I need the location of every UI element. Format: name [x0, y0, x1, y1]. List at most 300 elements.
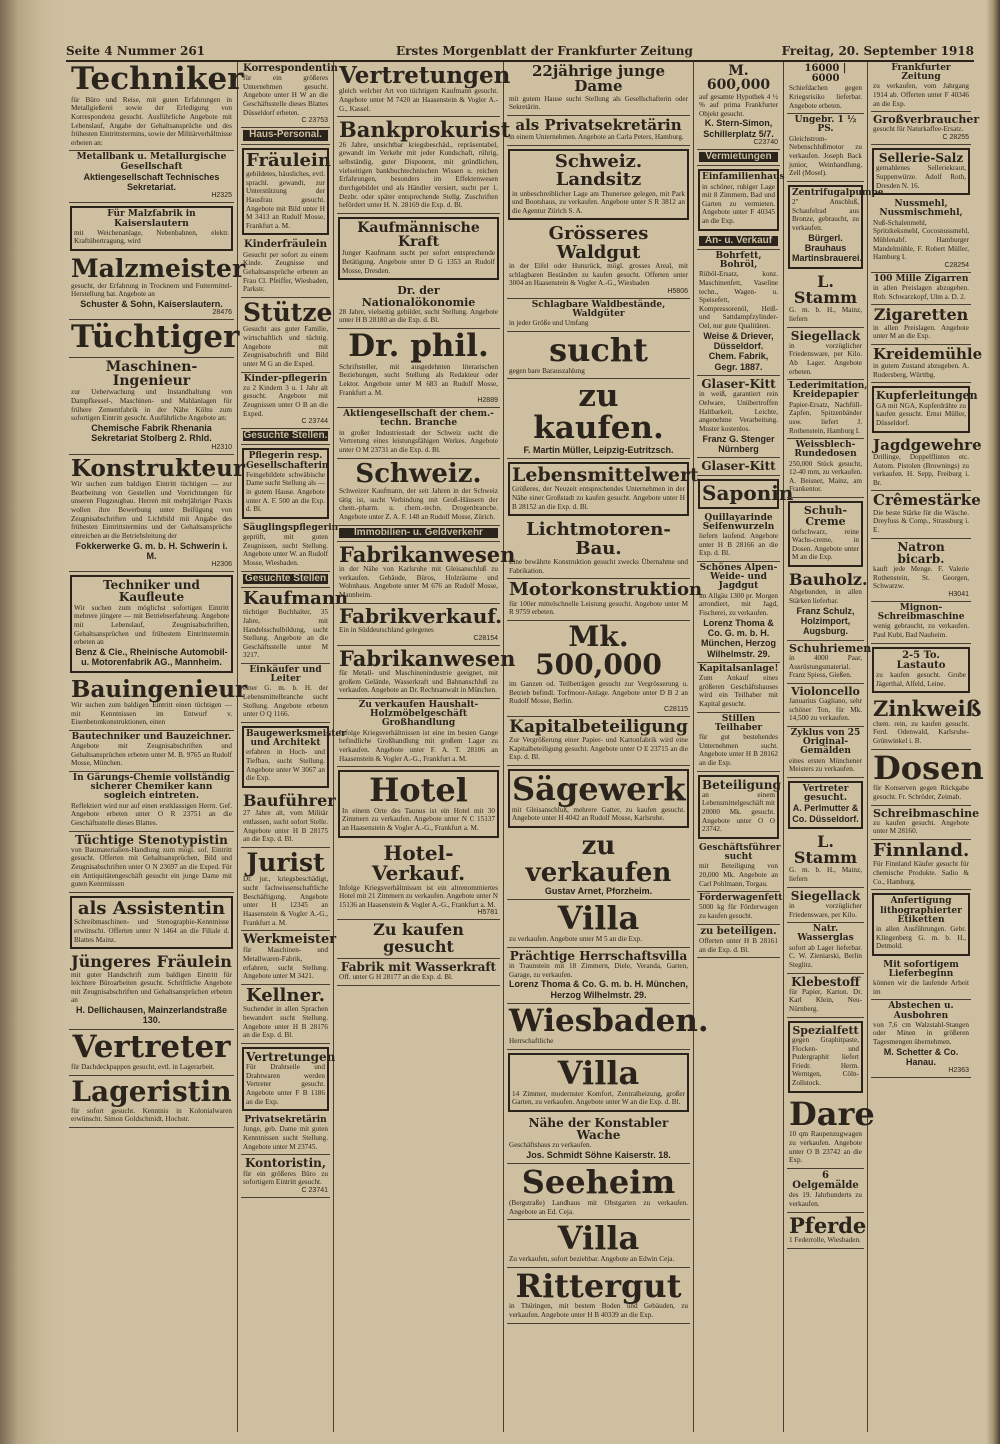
- classified-ad: [787, 328, 864, 381]
- ad-body-text: Offerten unter H B 28161 an die Exp. d. Bl.: [699, 936, 778, 954]
- ad-body-text: einer G. m. b. H. der Lebensmittelbranche sucht Stellung. Angebote erbeten unter O Q 1166.: [243, 684, 328, 719]
- ad-body-text: für Metall- und Maschinenindustrie geeignet, mit großem Gelände, Wasserkraft und Bahnanschluß zu verkaufen. Angebote an Dr. Rechtsanwalt in München.: [339, 669, 498, 695]
- ad-body-text: von 7,6 cm Walzstahl-Stangen oder Minen in größeren Tagesmengen übernehmen.: [873, 1020, 969, 1047]
- ad-code: C23740: [753, 139, 778, 147]
- ad-body-text: für ein größeres Büro zu sofortigem Eintritt gesucht.: [243, 1169, 328, 1187]
- ad-headline: Sägewerk: [512, 770, 686, 809]
- ad-headline: L. Stamm: [793, 831, 858, 868]
- ad-body-text: Herrschaftliche: [509, 1037, 554, 1046]
- ad-body-text: 5000 kg für Förderwagen zu kaufen gesucht.: [699, 903, 778, 921]
- ad-body-text: für Papier, Karton. Dr. Karl Klein, Neu-Nürnberg.: [789, 987, 862, 1014]
- ad-advertiser: Schuster & Sohn, Kaiserslautern.: [80, 298, 223, 309]
- ad-body-text: in der Eifel oder Hunsrück, mögl. grosses Areal, mit schlagbaren Beständen zu kaufen gesucht. Offerten unter 3004 an Haasenstein & Vogler A.-G., Wiesbaden: [509, 262, 688, 288]
- ad-code: H2325: [211, 192, 232, 200]
- ad-body-text: an einem Lebensmittelgeschäft mit 20000 Mk. gesucht. Angebote unter O O 23742.: [702, 790, 775, 834]
- ad-headline: Lageristin: [71, 1075, 232, 1109]
- ad-code: C28115: [663, 705, 688, 713]
- ad-code: C 23753: [301, 117, 328, 125]
- ad-headline: Vertretungen: [339, 62, 511, 89]
- ad-body-text: für Büro und Reise, mit guten Erfahrungen in Metallgießerei sowie der Erledigung von Korrespondenz gesucht. Ausführliche Angebote mit Lebenslauf, Angabe der Gehaltsansprüche und des frühesten Eintrittstermins, sowie der Militärverhältnisse erbeten an:: [71, 95, 232, 147]
- classified-ad: [337, 603, 503, 646]
- classified-ad: [337, 283, 500, 329]
- ad-headline: Förderwagenfett: [699, 893, 783, 904]
- classified-ad: [871, 959, 971, 1001]
- classified-ad: [787, 570, 868, 641]
- column-7: [868, 62, 984, 1432]
- ad-headline: Zu kaufen gesucht: [373, 920, 464, 956]
- ad-code: H2889: [477, 397, 498, 405]
- ad-body-text: in allen Ausführungen. Gebr. Klingenberg G. m. b. H., Detmold.: [876, 924, 966, 951]
- ad-body-text: Für Drahtseile und Drahtwaren werden Vertreter gesucht. Angebote unter F B 1186 an die Exp.: [246, 1063, 325, 1106]
- ad-body-text: in vorzüglicher Friedensware, per Kilo. Ab Lager. Angebote erbeten.: [789, 341, 862, 376]
- ad-body-text: 27 Jahre alt, vom Militär entlassen, sucht sofort Stelle. Angebote unter H B 28175 an die Exp. d. Bl.: [243, 809, 328, 844]
- classified-ad: [507, 900, 690, 947]
- ad-code: C28254: [944, 261, 969, 269]
- ad-body-text: Junge, geb. Dame mit guten Kenntnissen sucht Stellung. Angebote unter M 23745.: [243, 1125, 328, 1151]
- classified-ad: [787, 1212, 867, 1249]
- ad-body-text: G. m. b. H., Mainz, liefern: [789, 866, 862, 884]
- ad-body-text: für sofort gesucht. Kenntnis in Kolonialwaren erwünscht. Simon Goldschmidt, Hochstr.: [71, 1106, 232, 1124]
- classified-ad: [507, 831, 690, 900]
- ad-body-text: 10 qm Raupenzugwagen zu verkaufen. Angebote unter O B 23742 an die Exp.: [789, 1130, 862, 1165]
- ad-headline: Finnland.: [873, 840, 970, 862]
- ad-headline: Glaser-Kitt: [701, 459, 776, 474]
- ad-body-text: tiefschwarz, reine Wachs-creme, in Dosen. Angebote unter M an die Exp.: [792, 527, 859, 562]
- ad-headline: Geschäftsführer sucht: [699, 843, 781, 863]
- classified-ad: [337, 841, 500, 921]
- classified-ad: [787, 888, 864, 924]
- classified-ad: [787, 1169, 864, 1213]
- ad-body-text: Gleichstrom-Nebenschlußmotor zu verkaufen. Joseph Back junior, Weinhandlung, Zell (Mosel).: [789, 134, 862, 178]
- classified-ad: [787, 641, 872, 684]
- classified-ad: [69, 151, 234, 203]
- ad-headline: Kinder-pflegerin: [243, 373, 328, 384]
- ad-headline: Abstechen u. Ausbohren: [888, 1001, 954, 1021]
- ad-body-text: G. m. b. H., Mainz, liefern: [789, 306, 862, 323]
- ad-headline: Mit sofortigem Lieferbeginn: [883, 959, 959, 979]
- classified-ad: [507, 299, 690, 332]
- ad-headline: Korrespondentin: [243, 63, 338, 74]
- ad-body-text: für Konserven gegen Rückgabe gesucht. Fr. Schröder, Zeimab.: [873, 784, 969, 801]
- classified-ad: [337, 959, 500, 986]
- classified-ad: [871, 273, 971, 305]
- classified-ad: [69, 61, 244, 151]
- ad-headline: Lederimitation, Kreidepapier: [789, 381, 868, 401]
- classified-ad: [697, 250, 780, 376]
- ad-body-text: Gesucht per sofort zu einem Kinde. Zeugnisse und Gehaltsansprüche erbeten an Frau Cl. Pfeiffer, Wiesbaden, Parkstr.: [243, 250, 328, 294]
- ad-code: H2310: [211, 443, 232, 451]
- classified-ad: [70, 896, 233, 949]
- ad-headline: Konstrukteur: [71, 454, 245, 482]
- ad-body-text: in unbeschreiblicher Lage am Thunersee gelegen, mit Park und Bootshaus, zu verkaufen. Angebote unter S R 3812 an die Agentur Zürich S. A.: [512, 189, 685, 215]
- ad-body-text: im Ganzen od. Teilbeträgen gesucht zur Vergrösserung u. Betrieb befindl. Torfmoor-Anlage. Angebote unter D B 2 an Rudolf Mosse, Berlin.: [509, 679, 688, 706]
- ad-headline: Immobilien- u. Geldverkehr: [339, 528, 498, 538]
- ad-advertiser: Gustav Arnet, Pforzheim.: [544, 886, 653, 897]
- classified-ad: [337, 329, 500, 408]
- ad-body-text: zu verkaufen. Angebote unter M 5 an die Exp.: [509, 935, 642, 944]
- classified-ad: [697, 713, 780, 772]
- classified-ad: [241, 522, 339, 572]
- ad-body-text: zu kaufen gesucht. Grube Jägerthal, Alfeld, Leine.: [876, 671, 966, 688]
- ad-headline: Schweiz. Landsitz: [554, 150, 643, 191]
- classified-ad: [337, 408, 500, 458]
- ad-body-text: Schriftsteller, mit ausgedehnten literarischen Beziehungen, sucht Stellung als Redakteur oder Lektor. Angebote unter M 683 an Rudolf Mosse, Frankfurt a. M.: [339, 362, 498, 397]
- classified-ad: [241, 62, 338, 128]
- ad-body-text: geprüft, mit guten Zeugnissen, sucht Stellung. Angebote unter W. an Rudolf Mosse, Wiesbaden.: [243, 533, 328, 568]
- ad-body-text: Januarius Gagliano, sehr schöner Ton, für Mk. 14,500 zu verkaufen.: [789, 697, 862, 723]
- classified-ad: [787, 439, 864, 498]
- ad-headline: Zigaretten: [873, 305, 969, 325]
- classified-ad: [69, 731, 234, 772]
- ad-body-text: Infolge Kriegsverhältnissen ist eine im besten Gange befindliche Großhandlung mit großem Lager zu verkaufen. Angebote unter F. A. T. 28106 an Haasenstein & Vogler A.-G., Frankfurt a. M.: [339, 728, 498, 763]
- ad-body-text: 1 Federrolle, Wiesbaden.: [789, 1236, 861, 1245]
- ad-headline: Natr. Wasserglas: [797, 924, 854, 944]
- classified-ad: [69, 832, 234, 893]
- ad-code: H2306: [211, 561, 232, 569]
- ad-code: C 28255: [942, 134, 969, 142]
- ad-body-text: Eine bewährte Konstruktion gesucht zwecks Übernahme und Fabrikation.: [509, 557, 688, 575]
- ad-headline: Quillayarinde Seifenwurzeln: [702, 512, 775, 533]
- ad-headline: Bankprokurist: [339, 117, 511, 143]
- ad-body-text: in gutem Zustand abzugeben. A. Rudersberg, Württbg.: [873, 362, 969, 379]
- ad-body-text: im Allgäu 1300 pr. Morgen arrondiert, mit Jagd, Fischerei, zu verkaufen.: [699, 591, 778, 617]
- ad-headline: Gesuchte Stellen: [244, 572, 327, 584]
- classified-ad: [787, 727, 864, 778]
- ad-headline: Schlagbare Waldbestände, Waldgüter: [531, 300, 666, 320]
- classified-ad: [697, 512, 780, 562]
- ad-body-text: mit guter Handschrift zum baldigen Eintritt für leichtere Büroarbeiten gesucht. Schriftliche Angebote mit Zeugnisabschriften und Gehaltsansprüchen erbeten an: [71, 970, 232, 1005]
- classified-ad: [241, 1114, 330, 1155]
- classified-ad: [241, 790, 336, 848]
- ad-headline: Techniker: [71, 61, 244, 97]
- ad-headline: Klebestoff: [791, 974, 860, 989]
- ad-body-text: Nuß-Schalenmehl, Spritzkeksmehl, Cocosnussmehl, Mühlenabf. Hamburger Mandelmühle, F. Robert Müller, Hamburg I.: [873, 218, 969, 262]
- classified-ad: [508, 149, 689, 221]
- ad-headline: Vertreter: [72, 1028, 231, 1065]
- ad-headline: Violoncello: [791, 684, 860, 698]
- ad-headline: Dr. phil.: [348, 328, 489, 365]
- classified-ad: [241, 931, 337, 985]
- classified-ad: [872, 148, 970, 195]
- classified-ad: [338, 217, 499, 280]
- ad-headline: Gesuchte Stellen.: [243, 430, 328, 442]
- classified-ad: [242, 1047, 336, 1111]
- ad-advertiser: Jos. Schmidt Söhne Kaiserstr. 18.: [526, 1150, 671, 1161]
- ad-headline: zu kaufen.: [533, 378, 664, 446]
- ad-advertiser: Aktiengesellschaft Technisches Sekretariat.: [83, 171, 220, 193]
- ad-code: 28476: [212, 309, 232, 317]
- classified-ad: [872, 647, 970, 694]
- classified-ad: [241, 572, 330, 588]
- classified-ad: [69, 254, 246, 320]
- classified-ad: [241, 664, 330, 723]
- classified-ad: [787, 380, 868, 439]
- ad-headline: als Privatsekretärin: [515, 115, 682, 134]
- ad-body-text: für 100er mittelschnelle Leistung gesucht. Angebote unter M R 9759 erbeten.: [509, 599, 688, 617]
- ad-headline: Zentrifugalpumpe: [792, 187, 884, 198]
- ad-headline: M. 600,000: [706, 63, 771, 94]
- ad-body-text: Wir suchen zum baldigen Eintritt tüchtigen — zur Bearbeitung von Gestellen und Vorrichtungen für unseren Flugzeugbau. Herren mit mehrjähriger Praxis wollen ihre Bewerbung unter Beifügung von Zeugnisabschriften und Lichtbild mit Angabe des frühesten Eintrittstermins und der Gehaltsansprüche einreichen an die Betriebsleitung der: [71, 480, 232, 540]
- classified-ad: [507, 717, 690, 766]
- classified-ad: [871, 696, 982, 749]
- ad-body-text: in weiß, garantiert rein Oelware, Unübertroffen Haltbarkeit, Leichte, angenehme Verarbeitung. Muster kostenlos.: [699, 390, 778, 433]
- ad-body-text: Papier-Ersatz, Nachfüll-Zapfen, Spitzenbänder usw. liefert J. Rothenstein, Hamburg I.: [789, 400, 862, 435]
- classified-ad: [697, 234, 780, 250]
- classified-ad: [69, 675, 248, 731]
- ad-body-text: Geschäftshaus zu verkaufen.: [509, 1141, 592, 1150]
- ad-body-text: zur Ueberwachung und Instandhaltung von Dampfkessel-, Maschinen- und Mahlanlagen für frühere Zementfabrik in der Nähe Kölns zum sofortigen Eintritt gesucht. Ausführliche Angebote an:: [71, 388, 232, 423]
- ad-body-text: Angebote mit Zeugnisabschriften und Gehaltsansprüchen erbeten unter M. B. 9765 an Rudolf Mosse, München.: [71, 742, 232, 768]
- ad-headline: Fabrik mit Wasserkraft: [340, 960, 497, 975]
- classified-ad: [69, 1076, 234, 1128]
- classified-ad: [698, 479, 794, 508]
- ad-headline: Villa: [557, 1219, 640, 1258]
- ad-headline: Säuglingspflegerin: [243, 522, 339, 533]
- ad-headline: In Gärungs-Chemie vollständig sicherer Chemiker kann sogleich eintreten.: [72, 773, 231, 802]
- ad-body-text: für Maschinen- und Metallwaren-Fabrik, erfahren, sucht Stellung. Angebote unter M 3421.: [243, 946, 328, 981]
- ad-body-text: für gut bestehendes Unternehmen sucht. Angebote unter H B 28162 an die Exp.: [699, 733, 778, 767]
- ad-body-text: zu 2 Kindern 3 u. 1 Jahr alt gesucht. Angebote mit Zeugnissen unter O B an die Exped.: [243, 383, 328, 418]
- ad-headline: Mk. 500,000: [535, 619, 662, 682]
- ad-body-text: in vorzüglicher Friedensware, per Kilo.: [789, 902, 862, 919]
- ad-headline: zu beteiligen.: [700, 925, 777, 937]
- ad-body-text: Schreibmaschinen- und Stenographie-Kenntnisse erwünscht. Offerten unter N 1464 an die Filiale d. Blattes Mainz.: [74, 918, 229, 944]
- ad-headline: Nussmehl, Nussmischmehl,: [879, 199, 963, 219]
- classified-ad: [871, 602, 971, 644]
- ad-headline: Glaser-Kitt: [701, 377, 776, 392]
- ad-headline: Villa: [557, 1054, 640, 1093]
- ad-body-text: können wir die laufende Arbeit im: [873, 979, 969, 996]
- classified-ad: [508, 769, 689, 828]
- classified-ad: [337, 117, 511, 214]
- ad-headline: Bautechniker und Bauzeichner.: [71, 731, 232, 742]
- classified-ad: [787, 62, 864, 114]
- ad-body-text: in Thüringen, mit bestem Boden und Gebäuden, zu verkaufen. Angebote unter H B 40339 an die Exp.: [509, 1302, 688, 1319]
- ad-advertiser: H. Dellichausen, Mainzerlandstraße 130.: [75, 1005, 228, 1026]
- ad-body-text: in Traunstein mit 18 Zimmern, Diele, Veranda, Garten, Garage, zu verkaufen.: [509, 961, 688, 979]
- ad-body-text: Zur Vergrößerung einer Papier- und Kartonfabrik wird eine Kapitalbeteiligung gesucht. Angebote unter O E 23715 an die Exp. d. Bl.: [509, 736, 688, 762]
- ad-advertiser: Chemische Fabrik Rhenania Sekretariat Stolberg 2. Rhld.: [91, 422, 212, 444]
- classified-ad: [871, 1000, 971, 1078]
- ad-headline: Vermietungen: [699, 152, 778, 162]
- ad-headline: Siegellack: [790, 888, 861, 903]
- ad-body-text: Die beste Stärke für die Wäsche. Dreyfuss & Comp., Strassburg i. E.: [873, 508, 969, 535]
- ad-advertiser: Franz Schulz, Holzimport, Augsburg.: [796, 605, 855, 637]
- ad-body-text: liefern laufend. Angebote unter H B 28166 an die Exp. d. Bl.: [699, 532, 778, 558]
- ad-headline: Schuh-Creme: [803, 504, 848, 529]
- classified-ad: [871, 840, 971, 890]
- classified-ad: [69, 319, 240, 358]
- classified-ad: [241, 848, 330, 931]
- ad-body-text: in schöner, ruhiger Lage mit 8 Zimmern, Bad und Garten zu vermieten. Angebote unter F 40345 an die Exp.: [702, 182, 775, 226]
- book-binding: [0, 0, 60, 1444]
- classified-ad: [787, 272, 864, 328]
- ad-body-text: in allen Preislagen. Angebote unter M an die Exp.: [873, 323, 969, 341]
- classified-ad: [507, 1164, 690, 1220]
- classified-ad: [871, 539, 971, 602]
- ad-body-text: gleich welcher Art von tüchtigem Kaufmann gesucht. Angebote unter M 7420 an Haasenstein & Vogler A.-G., Kassel.: [339, 87, 498, 113]
- ad-headline: Bauholz.: [789, 570, 868, 590]
- ad-headline: Lichtmotoren-Bau.: [526, 519, 671, 559]
- ad-advertiser: Benz & Cie., Rheinische Automobil- u. Motorenfabrik AG., Mannheim.: [75, 646, 228, 668]
- classified-ad: [508, 1053, 689, 1112]
- classified-ad: [241, 1155, 330, 1198]
- ad-headline: Kupferleitungen: [876, 389, 978, 403]
- ad-headline: Kaufmann: [243, 587, 349, 609]
- classified-ad: [337, 699, 500, 767]
- column-6: [784, 62, 884, 1432]
- ad-advertiser: Bürgerl. Brauhaus Martinsbrauerei.: [792, 232, 863, 264]
- classified-ad: [871, 305, 971, 345]
- ad-headline: Lebensmittelwert: [512, 463, 699, 486]
- ad-body-text: Suchender in allen Sprachen bewandert sucht Stellung. Angebote unter H B 28176 an die Exp. d. Bl.: [243, 1005, 328, 1040]
- classified-ad: [241, 297, 333, 373]
- ad-headline: Baugewerksmeister und Architekt: [246, 729, 346, 749]
- ad-advertiser: Weise & Driever, Düsseldorf. Chem. Fabrik, Gegr. 1887.: [703, 330, 774, 372]
- classified-ad: [242, 726, 346, 788]
- header-page-number: Seite 4 Nummer 261: [66, 44, 206, 58]
- ad-headline: Vertretungen: [246, 1049, 336, 1064]
- classified-ad: [788, 1021, 863, 1093]
- ad-headline: Zyklus von 25 Original-Gemälden: [790, 728, 861, 757]
- ad-code: C28154: [473, 634, 498, 642]
- ad-headline: Einkäufer und Leiter: [249, 665, 322, 685]
- classified-ad: [241, 373, 330, 430]
- ad-headline: Prächtige Herrschaftsvilla: [509, 948, 688, 963]
- classified-ad: [507, 948, 690, 1004]
- page-header: [66, 44, 974, 62]
- ad-body-text: Rüböl-Ersatz, konz. Maschinenfett, Vaseline techn., Wagen- u. Speisefett, Kompressorenöl, Heiß- und Sattdampfzylinder-Oel, nur gute Qualitäten.: [699, 270, 778, 331]
- ad-body-text: auf gesamte Hypothek 4 ½ % auf prima Frankfurter Objekt gesucht.: [699, 92, 778, 118]
- column-3: [334, 62, 516, 1432]
- ad-headline: Seeheim: [521, 1163, 676, 1202]
- ad-headline: sucht: [549, 331, 648, 370]
- ad-headline: Bohrfett, Bohröl,: [715, 250, 762, 271]
- header-newspaper-title: Erstes Morgenblatt der Frankfurter Zeitung: [396, 44, 693, 58]
- ad-headline: Siegellack: [790, 328, 861, 343]
- classified-ad: [871, 62, 971, 112]
- ad-headline: 22jährige junge Dame: [531, 62, 666, 96]
- ad-headline: L. Stamm: [793, 271, 858, 307]
- ad-headline: Fräulein: [246, 149, 331, 171]
- classified-ad: [70, 575, 233, 672]
- classified-ad: [507, 223, 690, 299]
- classified-ad: [507, 1220, 690, 1267]
- classified-ad: [871, 806, 980, 841]
- column-1: [66, 61, 248, 1432]
- ad-headline: Kinderfräulein: [244, 239, 327, 251]
- ad-body-text: Abgebunden, in allen Stärken lieferbar.: [789, 588, 862, 606]
- ad-advertiser: F. Martin Müller, Leipzig-Eutritzsch.: [523, 444, 674, 455]
- ad-body-text: Feingebildete schwäbische Dame sucht Stellung als — in gutem Hause. Angebote unter A. F. 500 an die Exp. d. Bl.: [246, 470, 325, 514]
- ad-body-text: Off. unter G H 28177 an die Exp. d. Bl.: [339, 973, 453, 982]
- ad-advertiser: M. Schetter & Co. Hanau.: [883, 1046, 959, 1068]
- ad-body-text: Junger Kaufmann sucht per sofort entsprechende Betätigung. Angebote unter D G 1353 an Rudolf Mosse, Dresden.: [342, 249, 495, 275]
- ad-headline: Motorkonstruktion: [509, 579, 703, 601]
- ad-headline: An- u. Verkauf: [699, 236, 778, 246]
- ad-headline: Spezialfett: [792, 1023, 859, 1037]
- classified-ad: [337, 645, 516, 699]
- ad-headline: Saponin: [702, 481, 794, 506]
- ad-headline: Schuhriemen: [789, 641, 872, 655]
- ad-headline: Dr. der Nationalökonomie: [361, 284, 476, 309]
- ad-headline: Einfamilienhaus: [702, 172, 785, 183]
- classified-ad: [697, 562, 780, 663]
- ad-headline: Weissblech-Rundedosen: [794, 440, 857, 460]
- ad-body-text: gemahlenes Selleriekraut, Suppenwürze. Adolf Roth, Dresden N. 16.: [876, 164, 966, 190]
- ad-headline: Crêmestärke: [873, 491, 981, 510]
- ad-body-text: 2" Anschluß, Schaufelrad aus Bronze, gebraucht, zu verkaufen.: [792, 198, 859, 232]
- ad-headline: 2-5 To. Lastauto: [896, 649, 946, 671]
- ad-body-text: Schiefdachen gegen Kriegsrisiko lieferbar. Angebote erbeten.: [789, 84, 862, 110]
- classified-ad: [787, 923, 864, 973]
- classified-ad: [698, 775, 779, 839]
- column-5: [694, 62, 794, 1432]
- ad-headline: Tüchtige Stenotypistin: [75, 832, 228, 847]
- ad-body-text: mit Gleisanschluß, mehrere Gatter, zu kaufen gesucht. Angebote unter H 4042 an Rudolf Mosse, Karlsruhe.: [512, 805, 685, 823]
- ad-headline: Bauingenieur: [71, 675, 248, 703]
- ad-body-text: gesucht für Naturkaffee-Ersatz.: [873, 125, 964, 134]
- classified-ad: [787, 1094, 875, 1169]
- column-4: [504, 62, 709, 1432]
- classified-ad: [872, 893, 970, 955]
- classified-ad: [697, 842, 780, 892]
- classified-ad: [507, 1002, 709, 1050]
- ad-headline: Grösseres Waldgut: [548, 223, 649, 263]
- classified-ad: [871, 344, 983, 384]
- ad-headline: Jurist: [246, 847, 325, 877]
- ad-headline: Schweiz.: [355, 458, 482, 489]
- classified-ad: [697, 663, 780, 713]
- ad-headline: Techniker und Kaufleute: [103, 578, 200, 605]
- ad-headline: Metallbank u. Metallurgische Gesellschaft: [76, 152, 227, 172]
- ad-body-text: für Dachdeckpappen gesucht, evtl. in Lagerarbeit.: [71, 1063, 215, 1072]
- ad-headline: Kapitalsanlage!: [699, 663, 779, 674]
- ad-body-text: tüchtiger Buchhalter, 35 Jahre, mit Handelsschulbildung, sucht Stellung. Angebote an die Geschäftsstelle unter M 3217.: [243, 608, 328, 660]
- classified-ad: [337, 920, 500, 959]
- ad-body-text: Infolge Kriegsverhältnissen ist ein altrenommiertes Hotel mit 21 Zimmern zu verkaufen. Angebote unter N 15136 an Haasenstein & Vogler A.-G., Frankfurt a. M.: [339, 883, 498, 909]
- ad-body-text: gesucht, der Erfahrung in Trocknern und Futtermittel-Herstellung hat. Angebote an: [71, 281, 232, 299]
- classified-ad: [337, 526, 500, 542]
- classified-ad: [787, 974, 864, 1018]
- ad-headline: Natron bicarb.: [897, 539, 945, 566]
- ad-body-text: gebildetes, häusliches, evtl. sprachl. gewandt, zur Unterstützung der Hausfrau gesucht. Angebote mit Bild unter H M 3413 an Rudolf Mosse, Frankfurt a. M.: [246, 169, 325, 230]
- ad-body-text: wenig gebraucht, zu verkaufen. Paul Kubi, Bad Nauheim.: [873, 622, 969, 640]
- ad-body-text: mit Weichenanlage, Nebenbahnen, elektr. Kraftübertragung, wird: [74, 228, 229, 246]
- classified-ad: [507, 519, 690, 579]
- classified-ad: [871, 112, 980, 145]
- classified-ad: [697, 376, 780, 458]
- ad-advertiser: A. Perlmutter & Co. Düsseldorf.: [792, 803, 859, 824]
- ad-body-text: gegen bare Barauszahlung: [509, 366, 585, 375]
- ad-body-text: von Baumaterialien-Handlung zum mögl. sof. Eintritt gesucht. Offerten mit Gehaltsansprüchen, Bild und Zeugnisabschriften unter O N 23697 an die Exped. Für ein Antiquitätengeschäft gesucht ein junge Dame mit guten Kenntnissen: [71, 845, 232, 889]
- ad-body-text: sofort ab Lager lieferbar. C. W. Zieniarski, Berlin Steglitz.: [789, 943, 862, 969]
- classified-ad: [787, 684, 864, 727]
- ad-headline: Pflegerin resp. Gesellschafterin: [246, 451, 329, 471]
- ad-body-text: kauft jede Menge. F. Valerie Rothenstein, St. Georgen, Schwarzw.: [873, 565, 969, 591]
- classified-ad: [507, 1268, 690, 1324]
- ad-headline: Schönes Alpen-Weide- und Jagdgut: [699, 563, 778, 592]
- ad-body-text: 14 Zimmer, modernster Komfort, Zentralheizung, großer Garten, zu verkaufen. Angebote unter W an die Exp. d. Bl.: [512, 1089, 685, 1107]
- ad-headline: Schreibmaschine: [873, 806, 980, 820]
- classified-ad: [69, 952, 234, 1030]
- classified-ad: [241, 128, 330, 144]
- classified-ad: [697, 925, 780, 958]
- column-2: [238, 62, 349, 1432]
- ad-headline: Maschinen-Ingenieur: [105, 358, 198, 390]
- classified-ad: [871, 435, 982, 492]
- ad-headline: 6 Oelgemälde: [792, 1169, 859, 1192]
